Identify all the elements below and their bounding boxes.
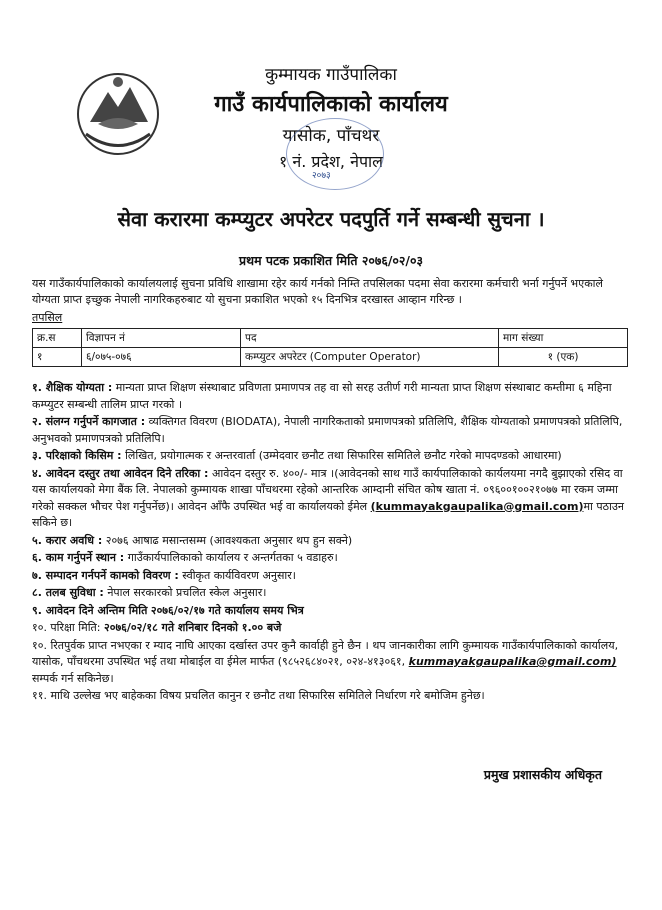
item-label: ९. आवेदन दिने अन्तिम मिति: [32, 603, 148, 617]
item-text: २०७६/०२/१८ गते शनिबार दिनको १.०० बजे: [104, 621, 282, 634]
item-text: रितपुर्वक प्राप्त नभएका र म्याद नाघि आएका दर्खास्त उपर कुनै कार्वाही हुने छैन । थप जानकारीका लागि कुम्मायक गाउँकार्यपालिकाको कार्यालय, यासोक, पाँचथरमा उपस्थित भई तथा मोबाईल वा ईमेल मार्फत (९८५२६८४०२१, ०२४-४१३०६१,: [32, 638, 619, 668]
table-cell: १ (एक): [499, 348, 628, 367]
list-item: [32, 466, 632, 532]
item-label: १०. परिक्षा मिति:: [32, 621, 101, 634]
office-stamp: [286, 118, 384, 190]
list-item: [32, 448, 632, 465]
table-header: विज्ञापन नं: [82, 329, 241, 348]
notice-intro: यस गाउँकार्यपालिकाको कार्यालयलाई सुचना प्रविधि शाखामा रहेर कार्य गर्नको निम्ति तपसिलका पदमा सेवा करारमा कर्मचारी भर्ना गर्नुपर्ने भएकाले योग्यता प्राप्त इच्छुक नेपाली नागरिकहरुबाट यो सुचना प्रकाशित भएको १५ दिनभित्र दरखास्त आव्हान गरिन्छ ।: [32, 277, 603, 306]
email-link[interactable]: (kummayakgaupalika@gmail.com): [370, 499, 584, 513]
office-address: यासोक, पाँचथर: [282, 126, 380, 146]
table-header-row: [33, 329, 628, 348]
notice-items: [32, 380, 632, 706]
org-name: कुम्मायक गाउँपालिका: [265, 65, 397, 85]
item-label: १. शैक्षिक योग्यता :: [32, 381, 113, 394]
list-item: [32, 533, 632, 550]
publish-date: प्रथम पटक प्रकाशित मिति २०७६/०२/०३: [238, 253, 423, 268]
item-label: ३. परिक्षाको किसिम :: [32, 449, 122, 462]
table-header: क्र.स: [33, 329, 82, 348]
table-cell: कम्प्युटर अपरेटर (Computer Operator): [241, 348, 499, 367]
table-cell: १: [33, 348, 82, 367]
item-text: २०७६/०२/१७ गते कार्यालय समय भित्र: [150, 603, 304, 617]
table-cell: ६/०७५-०७६: [82, 348, 241, 367]
signature-title: प्रमुख प्रशासकीय अधिकृत: [483, 767, 602, 782]
item-text: लिखित, प्रयोगात्मक र अन्तरवार्ता (उम्मेदवार छनौट तथा सिफारिस समितिले छनौट गरेको मापदण्डको आधारमा): [125, 449, 562, 462]
item-text: आवेदन दस्तुर रु. ४००/- मात्र ।(आवेदनको साथ गाउँ कार्यपालिकाको कार्यलयमा नगदै बुझाएको रसिद वा यस कार्यालयको मेगा बैंक लि. नेपालको कुम्मायक शाखा पाँचथरमा रहेको आन्तरिक आम्दानी संचित कोष खाता नं. ०९६००१००२१०७७ मा रकम जम्मा गरेको सक्कल भौचर पेश गर्नुपर्नेछ)। आवेदन आँफै उपस्थित भई वा कार्यालयको ईमेल: [32, 466, 623, 513]
item-text: गाउँकार्यपालिकाको कार्यालय र अन्तर्गतका ५ वडाहरु।: [127, 551, 338, 564]
list-item: [32, 603, 632, 620]
item-text: माथि उल्लेख भए बाहेकका विषय प्रचलित कानुन र छनौट तथा सिफारिस समितिले निर्धारण गरे बमोजिम हुनेछ।: [50, 689, 485, 702]
list-item: [32, 688, 632, 705]
list-item: [32, 585, 632, 602]
item-text: मान्यता प्राप्त शिक्षण संस्थाबाट प्रविणता प्रमाणपत्र तह वा सो सरह उतीर्ण गरी मान्यता प्राप्त शिक्षण संस्थाबाट कम्तीमा ६ महिना कम्प्युटर सम्बन्धी तालिम प्राप्त गरको ।: [32, 381, 612, 411]
item-label: ४. आवेदन दस्तुर तथा आवेदन दिने तरिका :: [32, 466, 209, 480]
tapsil-label: तपसिल: [32, 311, 63, 324]
table-row: [33, 348, 628, 367]
item-label: ५. करार अवधि :: [32, 533, 103, 547]
vacancy-table: [32, 328, 628, 367]
item-label: ६. काम गर्नुपर्ने स्थान :: [32, 551, 125, 564]
item-label: २. संलग्न गर्नुपर्ने कागजात :: [32, 415, 146, 428]
item-text: मा पठाउन सकिने छ।: [32, 499, 625, 529]
list-item: [32, 414, 632, 447]
list-item: [32, 550, 632, 567]
item-text: नेपाल सरकारको प्रचलित स्केल अनुसार।: [107, 586, 267, 599]
list-item: [32, 568, 632, 585]
item-label: १०.: [32, 638, 47, 652]
item-text: व्यक्तिगत विवरण (BIODATA), नेपाली नागरिकताको प्रमाणपत्रको प्रतिलिपि, शैक्षिक योग्यताको प्रमाणपत्रको प्रतिलिपि, अनुभवको प्रमाणपत्रको प्रतिलिपि।: [32, 415, 623, 445]
list-item: [32, 620, 632, 637]
item-text: सम्पर्क गर्न सकिनेछ।: [32, 671, 114, 685]
item-text: २०७६ आषाढ मसान्तसम्म (आवश्यकता अनुसार थप हुन सक्ने): [105, 533, 353, 547]
table-header: पद: [241, 329, 499, 348]
office-name: गाउँ कार्यपालिकाको कार्यालय: [214, 92, 448, 117]
list-item: [32, 638, 632, 688]
item-label: ८. तलब सुविधा :: [32, 586, 104, 599]
item-label: ११.: [32, 689, 47, 702]
list-item: [32, 380, 632, 413]
item-label: ७. सम्पादन गर्नपर्ने कामको विवरण :: [32, 568, 179, 582]
office-province: १ नं. प्रदेश, नेपाल: [278, 152, 384, 171]
email-link[interactable]: kummayakgaupalika@gmail.com): [408, 655, 617, 668]
notice-title: सेवा करारमा कम्प्युटर अपरेटर पदपुर्ति गर्ने सम्बन्धी सुचना ।: [117, 207, 545, 231]
table-header: माग संख्या: [499, 329, 628, 348]
item-text: स्वीकृत कार्यविवरण अनुसार।: [182, 568, 296, 582]
stamp-number: २०७३: [312, 171, 331, 181]
